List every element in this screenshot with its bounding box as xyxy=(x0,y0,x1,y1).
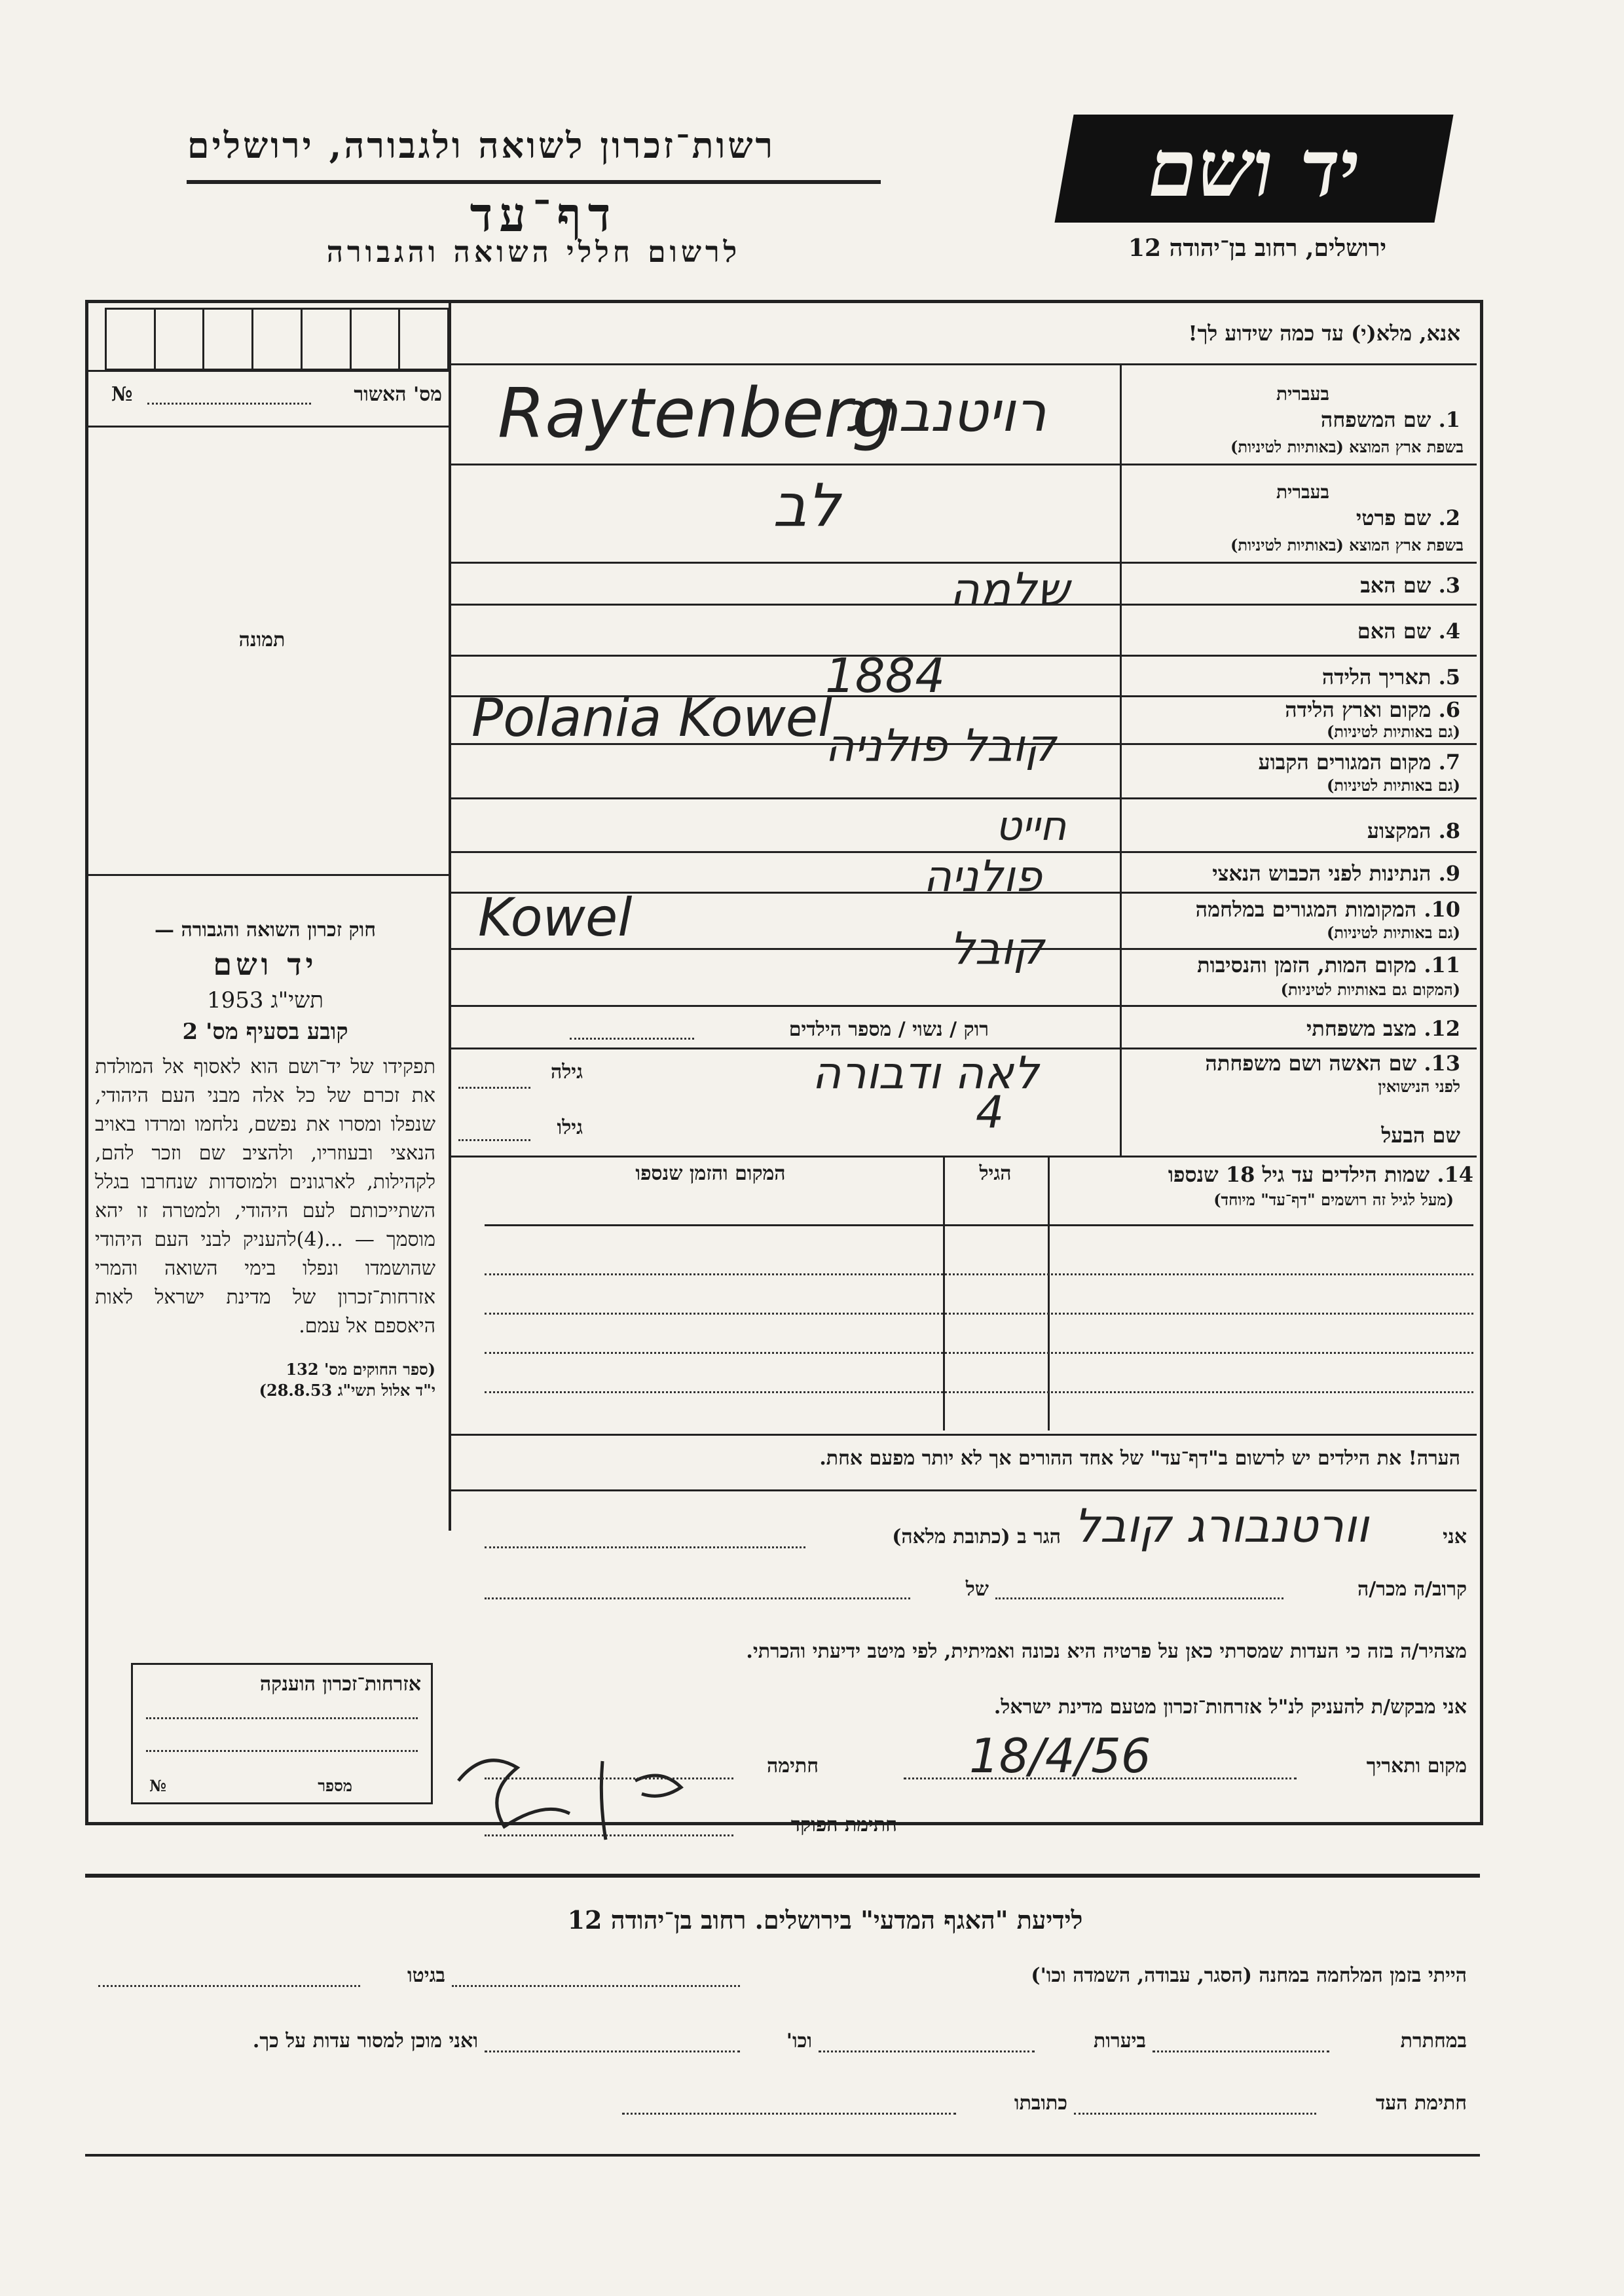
label-children: 14. שמות הילדים עד גיל 18 שנספו xyxy=(1168,1162,1473,1187)
col-divider xyxy=(1048,1156,1050,1430)
hw-birthplace-heb: קובל פולניה xyxy=(825,720,1056,772)
label-citizenship: 9. הנתינות לפני הכבוש הנאצי xyxy=(1212,861,1460,886)
hw-wartime-latin: Kowel xyxy=(478,887,633,948)
footer-forests-dots xyxy=(819,2050,1035,2052)
label-wife-maiden: לפני הנישואין xyxy=(1378,1077,1460,1096)
rule xyxy=(88,370,449,372)
rule xyxy=(88,874,449,876)
row-dots xyxy=(485,1313,1473,1315)
approval-no: № xyxy=(111,383,133,406)
rule xyxy=(451,1434,1477,1436)
row-dots xyxy=(485,1273,1473,1275)
hw-wife: לאה ודבורה xyxy=(812,1048,1039,1099)
footer-willing: ואני מוכן למסור עדות על כך. xyxy=(252,2030,478,2052)
footer-underground: במחתרת xyxy=(1400,2030,1467,2052)
label-wartime-residence: 10. המקומות המגורים במלחמה xyxy=(1195,897,1460,922)
header-address: ירושלים, רחוב בן־יהודה 12 xyxy=(1128,234,1387,262)
hw-profession: חייט xyxy=(995,802,1067,850)
decl-relative: קרוב/ה מכר/ה xyxy=(1357,1578,1467,1601)
yad-vashem-logo: יד ושם xyxy=(1054,115,1453,223)
label-residence-latin: (גם באותיות לטיניות) xyxy=(1326,776,1460,795)
cert-dots-2 xyxy=(146,1750,418,1752)
col-divider xyxy=(943,1156,945,1430)
approval-label: מס' האשור xyxy=(354,383,442,406)
row-dots xyxy=(485,1352,1473,1354)
marital-options: רוק / נשוי / מספר הילדים xyxy=(788,1018,989,1041)
label-wife: 13. שם האשה ושם משפחתה xyxy=(1205,1051,1460,1076)
label-death-place: 11. מקום המות, הזמן והנסיבות xyxy=(1197,953,1460,977)
rule xyxy=(451,655,1477,657)
photo-label: תמונה xyxy=(238,629,286,651)
hw-kids: 4 xyxy=(976,1087,1005,1139)
label-children-note: (מעל לגיל זה רושמים "דף־עד" מיוחד) xyxy=(1213,1190,1454,1209)
hw-birth: 1884 xyxy=(825,648,946,703)
certificate-number-label: מספר xyxy=(318,1776,352,1795)
label-wartime-latin: (גם באותיות לטיניות) xyxy=(1326,923,1460,942)
certificate-box xyxy=(131,1663,433,1804)
rule xyxy=(451,1156,1477,1157)
label-divider xyxy=(1120,363,1122,1156)
law-year: תשי"ג 1953 xyxy=(207,987,323,1013)
hw-date: 18/4/56 xyxy=(969,1728,1151,1783)
label-birthplace-latin: (גם באותיות לטיניות) xyxy=(1326,722,1460,741)
decl-of: של xyxy=(965,1578,989,1601)
hw-surname-latin: Raytenberg xyxy=(498,373,895,453)
rule xyxy=(451,363,1477,365)
label-husband: שם הבעל xyxy=(1381,1123,1460,1148)
footer-separator xyxy=(85,1874,1480,1878)
rule xyxy=(451,797,1477,799)
organization-name: רשות־זכרון לשואה ולגבורה, ירושלים xyxy=(187,124,776,166)
label-father: 3. שם האב xyxy=(1360,573,1460,598)
decl-signature-dots xyxy=(485,1777,733,1779)
hw-citizenship: פולניה xyxy=(923,851,1043,902)
signature-scribble xyxy=(445,1741,720,1846)
hw-declarant: וורטנבורג קובל xyxy=(1074,1499,1369,1553)
rule xyxy=(1120,464,1477,465)
footer-ghetto-dots xyxy=(98,1985,360,1987)
law-name: יד ושם xyxy=(213,947,318,982)
col-place: המקום והזמן שנספו xyxy=(635,1162,786,1185)
approval-dots xyxy=(147,403,311,405)
form-intro: אנא, מלא(י) עד כמה שידוע לך! xyxy=(1188,321,1460,346)
footer-camp: הייתי בזמן המלחמה במחנה (הסגר, עבודה, השמדה וכו') xyxy=(1031,1964,1467,1987)
footer-camp-dots xyxy=(452,1985,740,1987)
law-title: חוק זכרון השואה והגבורה — xyxy=(155,919,376,941)
footer-witness-sig: חתימת העד xyxy=(1375,2092,1467,2115)
decl-officer: חתימת הפוקד xyxy=(790,1813,897,1836)
husband-age-label: גילו xyxy=(557,1116,583,1139)
hw-first-name: לב xyxy=(773,471,841,540)
note-line: הערה! את הילדים יש לרשום ב"דף־עד" של אחד ההורים אך לא יותר מפעם אחת. xyxy=(819,1447,1460,1470)
rule xyxy=(485,1224,1473,1226)
label-profession: 8. המקצוע xyxy=(1367,818,1460,843)
hw-wartime-heb: קובל xyxy=(950,923,1044,975)
decl-address-dots xyxy=(485,1546,805,1548)
decl-date-dots xyxy=(904,1777,1297,1779)
label-birthplace: 6. מקום וארץ הלידה xyxy=(1285,697,1460,722)
footer-etc: וכו' xyxy=(786,2030,812,2052)
header-underline xyxy=(187,180,881,184)
row-dots xyxy=(485,1391,1473,1393)
approval-boxes xyxy=(105,308,449,371)
decl-signature: חתימה xyxy=(767,1755,819,1777)
label-first-name-origin: בשפת ארץ המוצא (באותיות לטיניות) xyxy=(1230,536,1464,555)
in-hebrew-2: בעברית xyxy=(1276,481,1329,503)
label-birth-date: 5. תאריך הלידה xyxy=(1321,665,1460,689)
certificate-title: אזרחות־זכרון הוענקה xyxy=(259,1673,421,1696)
decl-living-at: הגר ב (כתובת מלאה) xyxy=(892,1525,1061,1548)
certificate-no: № xyxy=(149,1776,167,1795)
husband-age-dots xyxy=(458,1139,530,1141)
law-ref-2: י"ד אלול תשי"ג 28.8.53) xyxy=(259,1381,435,1400)
wife-age-dots xyxy=(458,1087,530,1089)
footer-title: לידיעת "האגף המדעי" בירושלים. רחוב בן־יהודה 12 xyxy=(567,1905,1083,1935)
law-clause: קובע בסעיף מס' 2 xyxy=(182,1019,348,1045)
footer-address: כתובתו xyxy=(1014,2092,1067,2115)
rule xyxy=(451,464,1120,465)
footer-ghetto: בגיטו xyxy=(407,1964,445,1987)
decl-i-am: אני xyxy=(1443,1525,1467,1548)
col-age: הגיל xyxy=(979,1162,1012,1185)
rule xyxy=(451,1489,1477,1491)
decl-place-date: מקום ותאריך xyxy=(1366,1755,1467,1777)
footer-forests: ביערות xyxy=(1093,2030,1146,2052)
label-surname-origin: בשפת ארץ המוצא (באותיות לטיניות) xyxy=(1230,437,1464,456)
wife-age-label: גילה xyxy=(550,1061,583,1084)
law-text-block xyxy=(95,913,435,1401)
footer-etc-dots xyxy=(485,2050,740,2052)
decl-of-dots xyxy=(485,1597,910,1599)
footer-underground-dots xyxy=(1153,2050,1329,2052)
marital-dots xyxy=(570,1038,694,1040)
label-mother: 4. שם האם xyxy=(1357,619,1460,644)
footer-witness-dots xyxy=(1074,2113,1316,2115)
label-surname: 1. שם המשפחה xyxy=(1320,407,1460,432)
cert-dots-1 xyxy=(146,1717,418,1719)
footer-address-dots xyxy=(622,2113,956,2115)
hw-father: שלמה xyxy=(950,563,1069,617)
form-title: דף־עד xyxy=(470,187,618,242)
label-residence: 7. מקום המגורים הקבוע xyxy=(1258,750,1460,774)
label-marital: 12. מצב משפחתי xyxy=(1306,1016,1460,1041)
in-hebrew-1: בעברית xyxy=(1276,383,1329,405)
law-body: תפקידו של יד־ושם הוא לאסוף אל המולדת את זכרם של כל אלה מבני העם היהודי, שנפלו ומסרו את נפשם, נלחמו ומרדו באויב הנאצי ובעוזריו, ולהציב שם וזכר להם, לקהילות, לארגונים ולמוסדות שנחרבו בגלל השתייכותם לעם היהודי, ולמטרה זו יהא מוסמך — ...(4)להעניק לבני העם היהודי שהושמדו ונפלו בימי השואה והמרי אזרחות־זכרון של מדינת ישראל לאות היאספם אל עמם. xyxy=(95,1055,436,1338)
decl-statement-2: אני מבקש/ת להעניק לנ"ל אזרחות־זכרון מטעם מדינת ישראל. xyxy=(993,1696,1467,1719)
hw-birthplace-latin: Polania Kowel xyxy=(471,687,833,748)
label-death-place-latin: (המקום גם באותיות לטיניות) xyxy=(1280,980,1460,999)
footer-bottom-rule xyxy=(85,2154,1480,2157)
decl-officer-dots xyxy=(485,1834,733,1836)
decl-statement-1: מצהיר/ה בזה כי העדות שמסרתי כאן על פרטיה היא נכונה ואמיתית, לפי מיטב ידיעתי והכרתי. xyxy=(746,1640,1467,1663)
label-first-name: 2. שם פרטי xyxy=(1356,505,1460,530)
rule xyxy=(451,1005,1477,1007)
hw-surname-heb: רויטנברג xyxy=(845,380,1046,444)
law-ref-1: (ספר החוקים מס' 132 xyxy=(286,1360,435,1379)
rule xyxy=(88,426,449,428)
form-subtitle: לרשום חללי השואה והגבורה xyxy=(326,236,741,269)
decl-relative-dots xyxy=(995,1597,1283,1599)
